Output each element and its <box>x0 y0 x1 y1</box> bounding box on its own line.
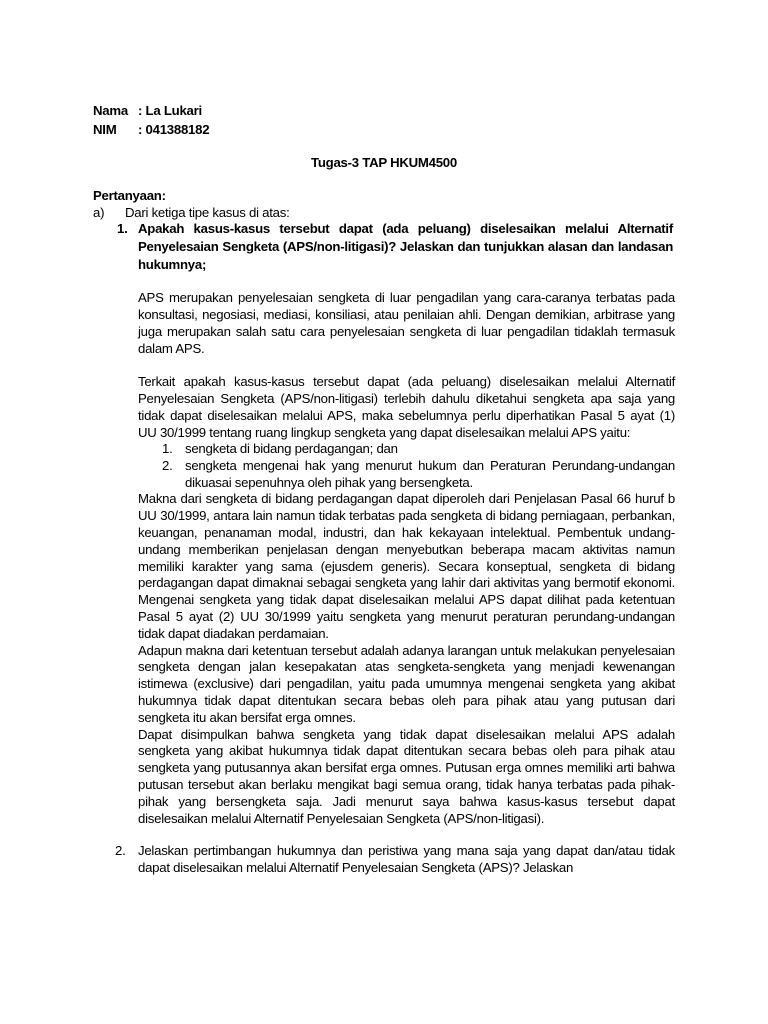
q1-line-2: Penyelesaian Sengketa (APS/non-litigasi)? Jelaskan dan tunjukkan alasan dan landasan <box>138 239 673 254</box>
para4-line: Adapun makna dari ketentuan tersebut adalah adanya larangan untuk melakukan penyelesaian <box>138 643 675 658</box>
para5-line: pihak yang bersengketa saja. Jadi menurut saya bahwa kasus-kasus tersebut dapat <box>138 794 675 809</box>
para3-line: Mengenai sengketa yang tidak dapat diselesaikan melalui APS dapat dilihat pada ketentuan <box>138 592 675 607</box>
q2-marker: 2. <box>115 843 126 858</box>
para1-line: konsultasi, negosiasi, mediasi, konsiliasi, atau penilaian ahli. Dengan demikian, arbitrase yang <box>138 307 675 322</box>
sublist-item-2-line-1: sengketa mengenai hak yang menurut hukum dan Peraturan Perundang-undangan <box>185 458 675 473</box>
para4-line: istimewa (exclusive) dari pengadilan, yaitu pada umumnya mengenai sengketa yang akibat <box>138 676 675 691</box>
para4-line: sengketa dengan jalan kesepakatan atas sengketa-sengketa yang menjadi kewenangan <box>138 659 675 674</box>
sublist-marker: 2. <box>162 458 173 473</box>
para4-line: sengketa itu akan bersifat erga omnes. <box>138 710 356 725</box>
nama-value: : La Lukari <box>138 103 202 118</box>
para3-line: keuangan, penanaman modal, industri, dan hak kekayaan intelektual. Pembentuk undang- <box>138 525 675 540</box>
para1-line: APS merupakan penyelesaian sengketa di luar pengadilan yang cara-caranya terbatas pada <box>138 290 675 305</box>
para1-line: dalam APS. <box>138 341 205 356</box>
document-title: Tugas-3 TAP HKUM4500 <box>311 155 457 170</box>
para5-line: diselesaikan melalui Alternatif Penyelesaian Sengketa (APS/non-litigasi). <box>138 811 545 826</box>
para2-line: Terkait apakah kasus-kasus tersebut dapat (ada peluang) diselesaikan melalui Alternatif <box>138 374 675 389</box>
para1-line: juga merupakan salah satu cara penyelesaian sengketa di luar pengadilan tidaklah termasuk <box>138 324 675 339</box>
item-a-text: Dari ketiga tipe kasus di atas: <box>125 205 290 220</box>
para3-line: undang memberikan penjelasan dengan menyebutkan beberapa macam aktivitas namun <box>138 542 675 557</box>
sublist-marker: 1. <box>162 441 173 456</box>
para2-line: Penyelesaian Sengketa (APS/non-litigasi) terlebih dahulu diketahui sengketa apa saja yang <box>138 391 675 406</box>
sublist-item-2-line-2: dikuasai sepenuhnya oleh pihak yang bersengketa. <box>185 475 473 490</box>
para5-line: putusan tersebut akan berlaku mengikat bagi semua orang, tidak hanya terbatas pada pihak- <box>138 777 675 792</box>
para3-line: perdagangan dapat dimaknai sebagai sengketa yang lahir dari aktivitas yang bermotif ekonomi. <box>138 575 675 590</box>
para2-line: UU 30/1999 tentang ruang lingkup sengketa yang dapat diselesaikan melalui APS yaitu: <box>138 425 631 440</box>
nim-value: : 041388182 <box>138 122 210 137</box>
q2-line-2: dapat diselesaikan melalui Alternatif Penyelesaian Sengketa (APS)? Jelaskan <box>138 860 574 875</box>
q1-line-1: Apakah kasus-kasus tersebut dapat (ada peluang) diselesaikan melalui Alternatif <box>138 221 673 236</box>
nama-label: Nama <box>93 103 128 118</box>
para5-line: Dapat disimpulkan bahwa sengketa yang tidak dapat diselesaikan melalui APS adalah <box>138 727 675 742</box>
para3-line: Makna dari sengketa di bidang perdagangan dapat diperoleh dari Penjelasan Pasal 66 huruf b <box>138 491 675 506</box>
q1-marker: 1. <box>117 221 128 236</box>
para5-line: sengketa yang putusannya akan bersifat erga omnes. Putusan erga omnes memiliki arti bahwa <box>138 760 675 775</box>
para2-line: tidak dapat diselesaikan melalui APS, maka sebelumnya perlu diperhatikan Pasal 5 ayat (1) <box>138 408 675 423</box>
q1-line-3: hukumnya; <box>138 257 207 272</box>
para3-line: memiliki karakter yang sama (ejusdem generis). Secara konseptual, sengketa di bidang <box>138 559 675 574</box>
para4-line: hukumnya tidak dapat ditentukan secara bebas oleh para pihak atau yang putusan dari <box>138 693 675 708</box>
item-a-marker: a) <box>93 205 105 220</box>
para5-line: sengketa yang akibat hukumnya tidak dapat ditentukan secara bebas oleh para pihak atau <box>138 743 675 758</box>
sublist-item-1: sengketa di bidang perdagangan; dan <box>185 441 398 456</box>
para3-line: UU 30/1999, antara lain namun tidak terbatas pada sengketa di bidang perniagaan, perbankan, <box>138 508 675 523</box>
para3-line: tidak dapat diadakan perdamaian. <box>138 626 329 641</box>
pertanyaan-label: Pertanyaan: <box>93 188 166 203</box>
para3-line: Pasal 5 ayat (2) UU 30/1999 yaitu sengketa yang menurut peraturan perundang-undangan <box>138 609 675 624</box>
nim-label: NIM <box>93 122 117 137</box>
q2-line-1: Jelaskan pertimbangan hukumnya dan peristiwa yang mana saja yang dapat dan/atau tidak <box>138 843 675 858</box>
